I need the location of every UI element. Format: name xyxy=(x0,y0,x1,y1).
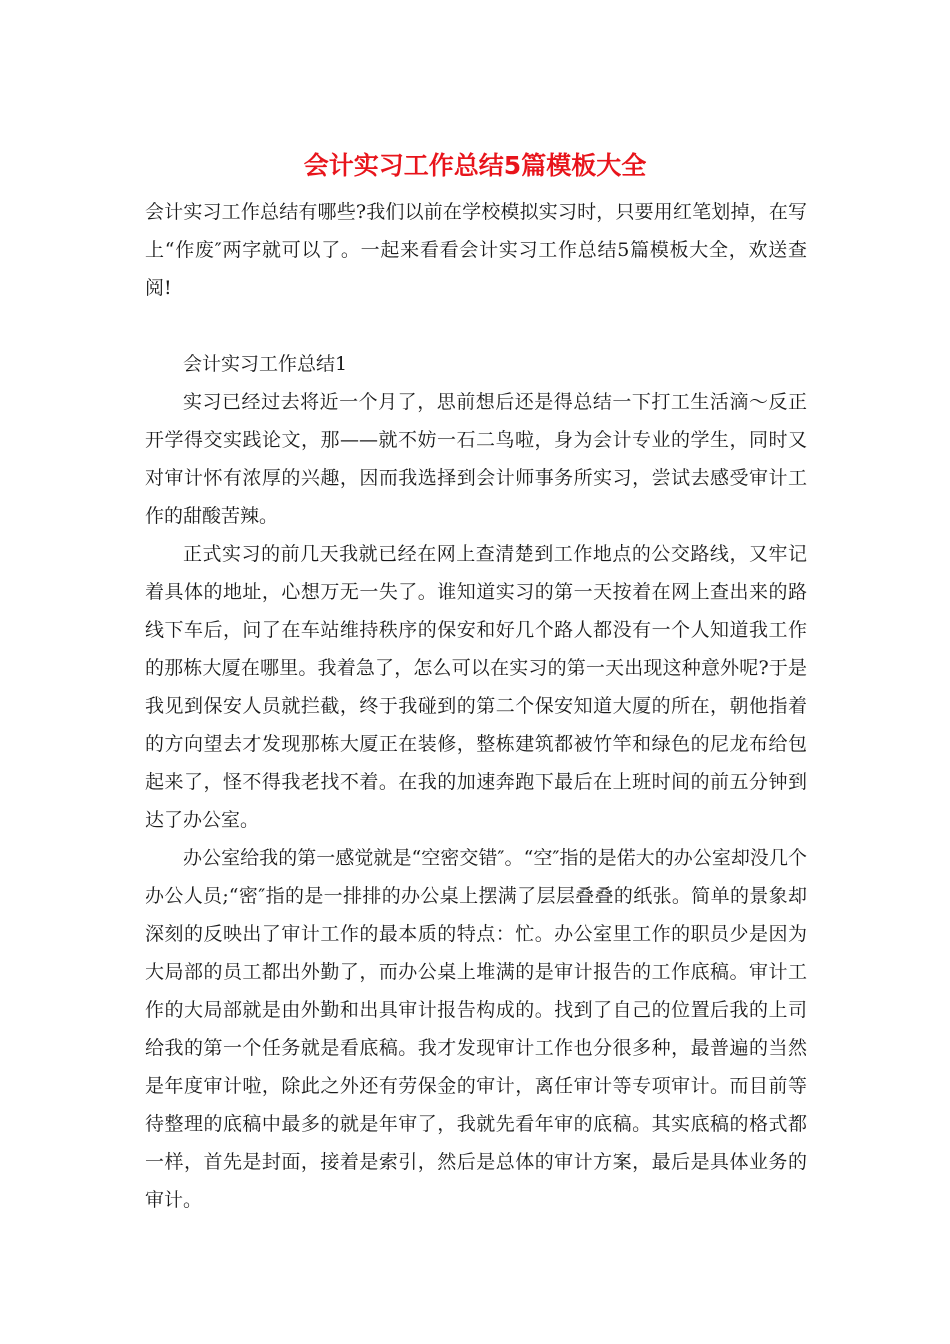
intro-paragraph: 会计实习工作总结有哪些?我们以前在学校模拟实习时，只要用红笔划掉，在写上“作废″两字就可以了。一起来看看会计实习工作总结5篇模板大全，欢送查阅! xyxy=(145,201,807,299)
paragraph-spacer xyxy=(145,307,807,345)
body-paragraph-3: 办公室给我的第一感觉就是“空密交错″。“空″指的是偌大的办公室却没几个办公人员;“密″指的是一排排的办公桌上摆满了层层叠叠的纸张。简单的景象却深刻的反映出了审计工作的最本质的特点：忙。办公室里工作的职员少是因为大局部的员工都出外勤了，而办公桌上堆满的是审计报告的工作底稿。审计工作的大局部就是由外勤和出具审计报告构成的。找到了自己的位置后我的上司给我的第一个任务就是看底稿。我才发现审计工作也分很多种，最普遍的当然是年度审计啦，除此之外还有劳保金的审计，离任审计等专项审计。而目前等待整理的底稿中最多的就是年审了，我就先看年审的底稿。其实底稿的格式都一样，首先是封面，接着是索引，然后是总体的审计方案，最后是具体业务的审计。 xyxy=(145,847,807,1211)
section-heading: 会计实习工作总结1 xyxy=(183,353,348,375)
document-body xyxy=(145,193,807,1219)
body-paragraph-2: 正式实习的前几天我就已经在网上查清楚到工作地点的公交路线，又牢记着具体的地址，心想万无一失了。谁知道实习的第一天按着在网上查出来的路线下车后，问了在车站维持秩序的保安和好几个路人都没有一个人知道我工作的那栋大厦在哪里。我着急了，怎么可以在实习的第一天出现这种意外呢?于是我见到保安人员就拦截，终于我碰到的第二个保安知道大厦的所在，朝他指着的方向望去才发现那栋大厦正在装修，整栋建筑都被竹竿和绿色的尼龙布给包起来了，怪不得我老找不着。在我的加速奔跑下最后在上班时间的前五分钟到达了办公室。 xyxy=(145,543,807,831)
body-paragraph-1: 实习已经过去将近一个月了，思前想后还是得总结一下打工生活滴～反正开学得交实践论文，那——就不妨一石二鸟啦，身为会计专业的学生，同时又对审计怀有浓厚的兴趣，因而我选择到会计师事务所实习，尝试去感受审计工作的甜酸苦辣。 xyxy=(145,391,807,527)
document-title: 会计实习工作总结5篇模板大全 xyxy=(303,151,647,180)
